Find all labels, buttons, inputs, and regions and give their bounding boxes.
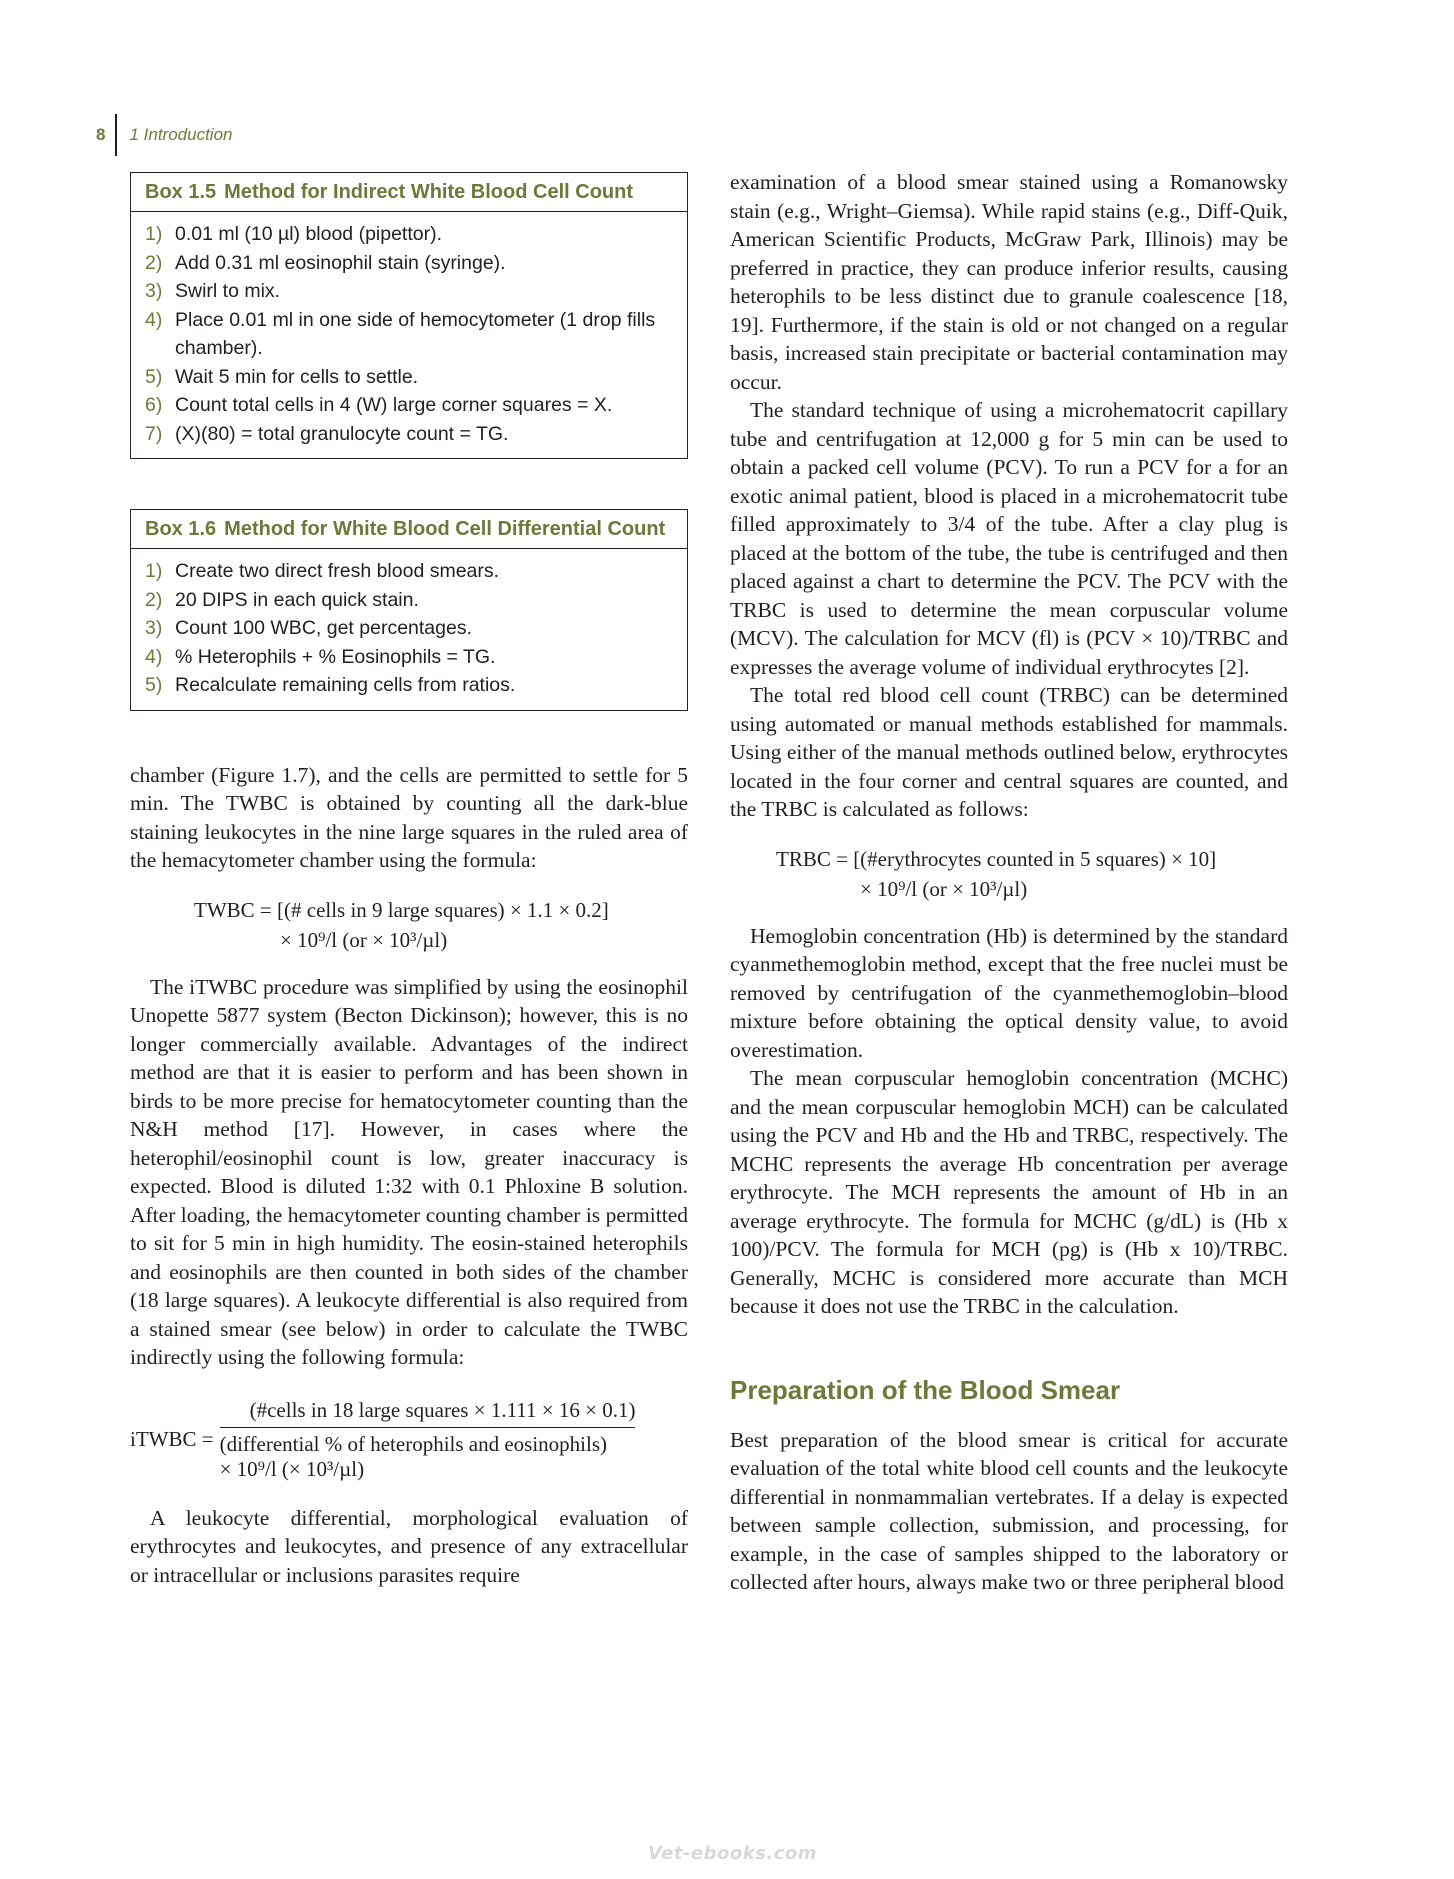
list-item: 4) Place 0.01 ml in one side of hemocytometer (1 drop fills chamber). [145,308,656,359]
paragraph: The iTWBC procedure was simplified by using the eosinophil Unopette 5877 system (Becton Dickinson); however, this is no longer commercially available. Advantages of the indirect method are that it is easier to perform and has been shown in birds to be more precise for hematocytometer counting than the N&H method [17]. However, in cases where the heterophil/eosinophil count is low, greater inaccuracy is expected. Blood is diluted 1:32 with 0.1 Phloxine B solution. After loading, the hemacytometer counting chamber is permitted to sit for 5 min in high humidity. The eosin-stained heterophils and eosinophils are then counted in both sides of the chamber (18 large squares). A leukocyte differential is also required from a stained smear (see below) in order to calculate the TWBC indirectly using the following formula: [130,974,688,1369]
box-1-6 [130,509,688,711]
box-steps [131,212,687,458]
list-item: 2) Add 0.31 ml eosinophil stain (syringe). [145,251,506,274]
header-divider [115,114,117,156]
formula-line: TRBC = [(#erythrocytes counted in 5 squares) × 10] [776,846,1217,871]
list-item: 3) Count 100 WBC, get percentages. [145,617,473,639]
left-column [130,172,688,1589]
formula-line: TWBC = [(# cells in 9 large squares) × 1.1 × 0.2] [194,897,609,922]
box-title [131,173,687,212]
paragraph: Best preparation of the blood smear is critical for accurate evaluation of the total white blood cell counts and the leukocyte differential in nonmammalian vertebrates. If a delay is expected between sample collection, submission, and processing, for example, in the case of samples shipped to the laboratory or collected after hours, always make two or three peripheral blood [730,1427,1288,1594]
itwbc-formula [130,1398,688,1482]
formula-line: × 10⁹/l (or × 10³/µl) [280,927,448,952]
formula-line: × 10⁹/l (or × 10³/µl) [860,876,1028,901]
paragraph: Hemoglobin concentration (Hb) is determined by the standard cyanmethemoglobin method, except that the free nuclei must be removed by centrifugation of the cyanmethemoglobin–blood mixture before obtaining the optical density value, to avoid overestimation. [730,923,1288,1062]
list-item: 1) Create two direct fresh blood smears. [145,560,500,582]
box-steps [131,549,687,710]
chapter-title: 1 Introduction [129,125,233,144]
paragraph: examination of a blood smear stained using a Romanowsky stain (e.g., Wright–Giemsa). While rapid stains (e.g., Diff-Quik, American Scientific Products, McGraw Park, Illinois) may be preferred in practice, they can produce inferior results, causing heterophils to be less distinct due to granule coalescence [18, 19]. Furthermore, if the stain is old or not changed on a regular basis, increased stain precipitate or bacterial contamination may occur. [730,170,1288,394]
paragraph: The mean corpuscular hemoglobin concentration (MCHC) and the mean corpuscular hemoglobin MCH) can be calculated using the PCV and Hb and the Hb and TRBC, respectively. The MCHC represents the average Hb concentration per average erythrocyte. The MCH represents the amount of Hb in an average erythrocyte. The formula for MCHC (g/dL) is (Hb x 100)/PCV. The formula for MCH (pg) is (Hb x 10)/TRBC. Generally, MCHC is considered more accurate than MCH because it does not use the TRBC in the calculation. [730,1066,1288,1318]
paragraph: The standard technique of using a microhematocrit capillary tube and centrifugation at 12,000 g for 5 min can be used to obtain a packed cell volume (PCV). To run a PCV for a for an exotic animal patient, blood is placed in a microhematocrit tube filled approximately to 3/4 of the tube. After a clay plug is placed at the bottom of the tube, the tube is centrifuged and then placed against a chart to determine the PCV. The PCV with the TRBC is used to determine the mean corpuscular volume (MCV). The calculation for MCV (fl) is (PCV × 10)/TRBC and expresses the average volume of individual erythrocytes [2]. [730,398,1288,679]
formula-fraction [220,1398,636,1482]
running-header [96,114,232,156]
box-number: Box 1.6 [145,518,217,540]
twbc-formula [130,895,688,955]
box-title-text: Method for White Blood Cell Differential Count [224,518,666,540]
list-item: 1) 0.01 ml (10 µl) blood (pipettor). [145,223,443,245]
list-item: 4) % Heterophils + % Eosinophils = TG. [145,645,496,668]
page-number: 8 [96,125,106,144]
watermark-logo: Vet-ebooks.com [648,1843,818,1864]
box-title-text: Method for Indirect White Blood Cell Count [224,181,634,203]
list-item: 3) Swirl to mix. [145,280,281,302]
list-item: 2) 20 DIPS in each quick stain. [145,588,419,611]
formula-numerator: (#cells in 18 large squares × 1.111 × 16 × 0.1) [220,1398,636,1428]
right-column [730,168,1288,1597]
paragraph: A leukocyte differential, morphological evaluation of erythrocytes and leukocytes, and presence of any extracellular or intracellular or inclusions parasites require [130,1505,688,1587]
trbc-formula [730,844,1288,904]
list-item: 5) Wait 5 min for cells to settle. [145,365,419,388]
formula-lhs: iTWBC = [130,1427,214,1451]
paragraph: chamber (Figure 1.7), and the cells are permitted to settle for 5 min. The TWBC is obtained by counting all the dark-blue staining leukocytes in the nine large squares in the ruled area of the hemacytometer chamber using the formula: [130,762,688,872]
section-heading: Preparation of the Blood Smear [730,1374,1121,1405]
list-item: 5) Recalculate remaining cells from ratios. [145,674,516,696]
list-item: 7) (X)(80) = total granulocyte count = TG. [145,422,509,445]
formula-line: × 10⁹/l (× 10³/µl) [219,1456,365,1481]
box-title [131,510,687,549]
list-item: 6) Count total cells in 4 (W) large corner squares = X. [145,394,613,416]
box-1-5 [130,172,688,459]
paragraph: The total red blood cell count (TRBC) can be determined using automated or manual methods established for mammals. Using either of the manual methods outlined below, erythrocytes located in the four corner and central squares are counted, and the TRBC is calculated as follows: [730,683,1288,821]
formula-denominator: (differential % of heterophils and eosinophils) [219,1431,608,1456]
box-number: Box 1.5 [145,181,217,203]
